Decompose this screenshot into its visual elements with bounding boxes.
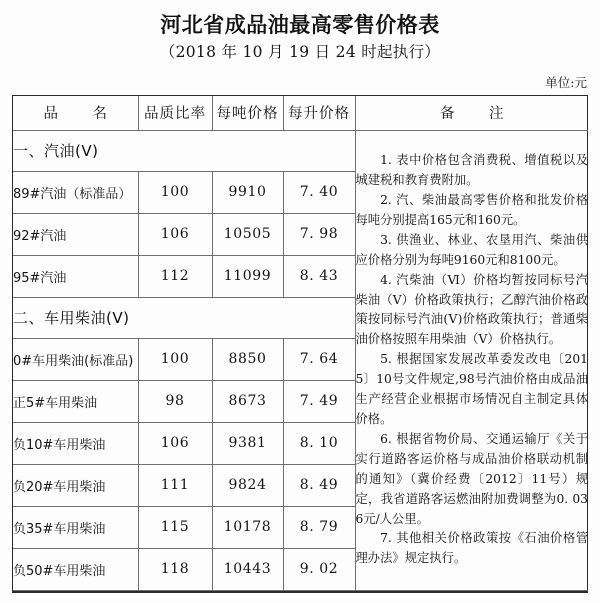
product-name-cell: 95#汽油 <box>13 255 138 297</box>
remarks-cell <box>355 130 588 590</box>
price-per-litre-cell: 8. 43 <box>283 255 355 297</box>
price-per-litre-cell: 9. 02 <box>283 548 355 590</box>
page-title: 河北省成品油最高零售价格表 <box>160 12 440 37</box>
price-per-litre-cell: 8. 10 <box>283 422 355 464</box>
price-per-ton-cell: 10443 <box>212 548 283 590</box>
product-name-cell: 负20#车用柴油 <box>13 464 138 506</box>
price-per-ton-cell: 8850 <box>212 338 283 380</box>
price-per-ton-cell: 10505 <box>212 213 283 255</box>
quality-ratio-cell: 112 <box>138 255 212 297</box>
quality-ratio-cell: 98 <box>138 380 212 422</box>
remark-item: 1. 表中价格包含消费税、增值税以及城建税和教育费附加。 <box>355 153 588 188</box>
price-table-wrapper <box>12 95 588 593</box>
page-subtitle: （2018 年 10 月 19 日 24 时起执行） <box>159 43 441 62</box>
section-heading-row <box>13 130 588 171</box>
price-per-ton-cell: 8673 <box>212 380 283 422</box>
product-name-cell: 92#汽油 <box>13 213 138 255</box>
product-name-cell: 89#汽油（标准品） <box>13 171 138 213</box>
column-header-price-per-litre: 每升价格 <box>283 96 355 131</box>
product-name-cell: 负10#车用柴油 <box>13 422 138 464</box>
quality-ratio-cell: 118 <box>138 548 212 590</box>
price-per-litre-cell: 7. 98 <box>283 213 355 255</box>
product-name-cell: 正5#车用柴油 <box>13 380 138 422</box>
quality-ratio-cell: 106 <box>138 213 212 255</box>
product-name-cell: 0#车用柴油(标准品) <box>13 338 138 380</box>
section-heading: 一、汽油(Ⅴ) <box>13 130 355 171</box>
unit-label: 单位:元 <box>545 74 587 90</box>
quality-ratio-cell: 111 <box>138 464 212 506</box>
price-per-ton-cell: 11099 <box>212 255 283 297</box>
price-per-ton-cell: 9910 <box>212 171 283 213</box>
price-table <box>13 96 588 591</box>
column-header-remark: 备 注 <box>355 96 588 131</box>
quality-ratio-cell: 100 <box>138 171 212 213</box>
column-header-quality-ratio: 品质比率 <box>138 96 212 131</box>
price-per-litre-cell: 7. 40 <box>283 171 355 213</box>
price-per-ton-cell: 10178 <box>212 506 283 548</box>
product-name-cell: 负50#车用柴油 <box>13 548 138 590</box>
price-per-ton-cell: 9824 <box>212 464 283 506</box>
quality-ratio-cell: 106 <box>138 422 212 464</box>
remark-item: 5. 根据国家发展改革委发改电〔2015〕10号文件规定,98号汽油价格由成品油生产经营企业根据市场情况自主制定具体价格。 <box>355 352 588 426</box>
quality-ratio-cell: 100 <box>138 338 212 380</box>
remark-item: 6. 根据省物价局、交通运输厅《关于实行道路客运价格与成品油价格联动机制的通知》（冀价经费〔2012〕11号）规定，我省道路客运燃油附加费调整为0. 036元/人公里。 <box>355 431 588 526</box>
remark-item: 3. 供渔业、林业、农垦用汽、柴油供应价格分别为每吨9160元和8100元。 <box>355 232 588 267</box>
section-heading: 二、车用柴油(Ⅴ) <box>13 297 355 338</box>
remark-item: 7. 其他相关价格政策按《石油价格管理办法》规定执行。 <box>355 531 588 566</box>
table-header-row <box>13 96 588 131</box>
price-per-litre-cell: 8. 49 <box>283 464 355 506</box>
product-name-cell: 负35#车用柴油 <box>13 506 138 548</box>
remark-item: 4. 汽柴油（Ⅵ）价格均暂按同标号汽柴油（Ⅴ）价格政策执行；乙醇汽油价格政策按同标号汽油(Ⅴ)价格政策执行；普通柴油价格按照车用柴油（Ⅴ）价格执行。 <box>355 272 588 347</box>
price-per-ton-cell: 9381 <box>212 422 283 464</box>
price-per-litre-cell: 8. 79 <box>283 506 355 548</box>
quality-ratio-cell: 115 <box>138 506 212 548</box>
remark-item: 2. 汽、柴油最高零售价格和批发价格每吨分别提高165元和160元。 <box>355 193 588 227</box>
price-per-litre-cell: 7. 49 <box>283 380 355 422</box>
price-per-litre-cell: 7. 64 <box>283 338 355 380</box>
column-header-name: 品 名 <box>13 96 138 131</box>
title-block <box>0 0 600 62</box>
column-header-price-per-ton: 每吨价格 <box>212 96 283 131</box>
